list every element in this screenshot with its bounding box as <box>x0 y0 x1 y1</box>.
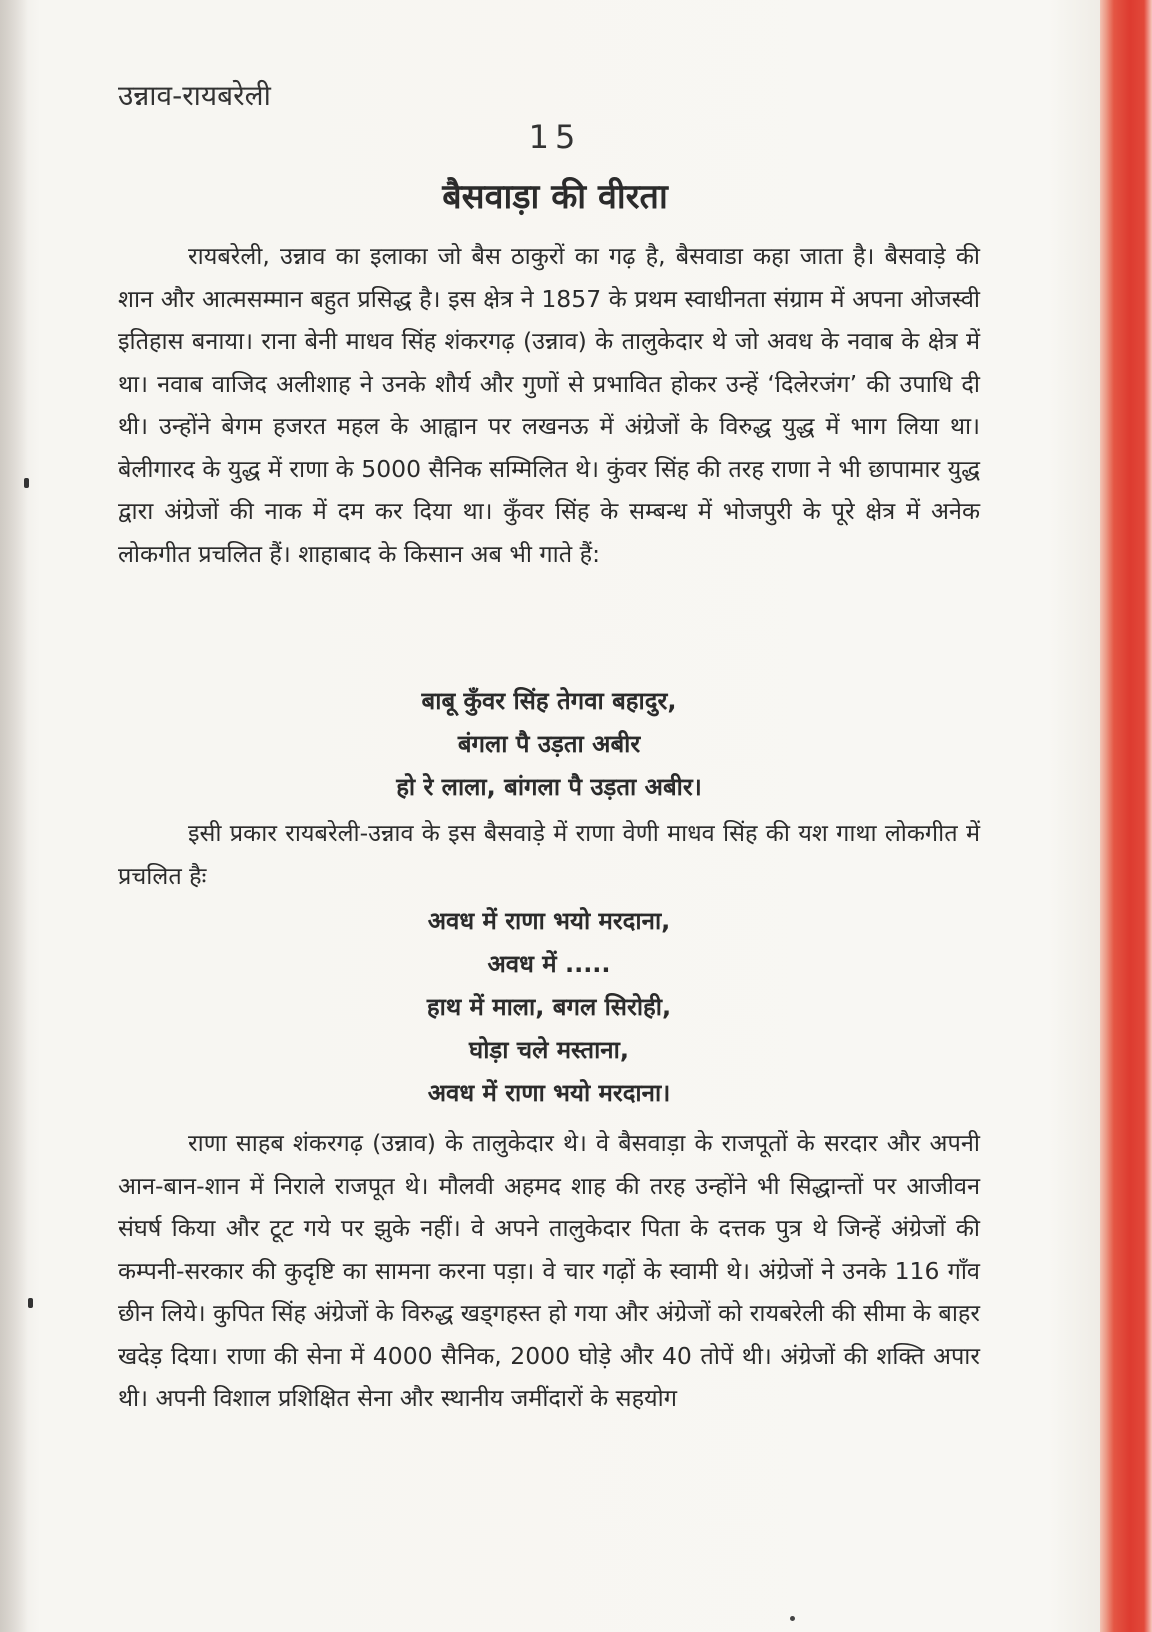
page-mark <box>24 478 29 488</box>
page-mark <box>28 1298 33 1308</box>
verse-1 <box>118 680 980 809</box>
paragraph-2: इसी प्रकार रायबरेली-उन्नाव के इस बैसवाड़े में राणा वेणी माधव सिंह की यश गाथा लोकगीत में प्रचलित हैः <box>118 819 980 890</box>
verse-line: हाथ में माला, बगल सिरोही, <box>426 993 672 1021</box>
paragraph-3: राणा साहब शंकरगढ़ (उन्नाव) के तालुकेदार थे। वे बैसवाड़ा के राजपूतों के सरदार और अपनी आन-बान-शान में निराले राजपूत थे। मौलवी अहमद शाह की तरह उन्होंने भी सिद्धान्तों पर आजीवन संघर्ष किया और टूट गये पर झुके नहीं। वे अपने तालुकेदार पिता के दत्तक पुत्र थे जिन्हें अंग्रेजों की कम्पनी-सरकार की कुदृष्टि का सामना करना पड़ा। वे चार गढ़ों के स्वामी थे। अंग्रेजों ने उनके 116 गाँव छीन लिये। कुपित सिंह अंग्रेजों के विरुद्ध खड्गहस्त हो गया और अंग्रेजों को रायबरेली की सीमा के बाहर खदेड़ दिया। राणा की सेना में 4000 सैनिक, 2000 घोड़े और 40 तोपें थी। अंग्रेजों की शक्ति अपार थी। अपनी विशाल प्रशिक्षित सेना और स्थानीय जमींदारों के सहयोग <box>118 1129 980 1412</box>
verse-line: बाबू कुँवर सिंह तेगवा बहादुर, <box>421 687 677 715</box>
running-head: उन्नाव-रायबरेली <box>118 79 271 112</box>
verse-2 <box>118 900 980 1115</box>
book-edge <box>1100 0 1152 1632</box>
verse-line: अवध में राणा भयो मरदाना, <box>427 907 671 935</box>
verse-line: अवध में राणा भयो मरदाना। <box>427 1079 671 1107</box>
paragraph-1: रायबरेली, उन्नाव का इलाका जो बैस ठाकुरों का गढ़ है, बैसवाडा कहा जाता है। बैसवाड़े की शान और आत्मसम्मान बहुत प्रसिद्ध है। इस क्षेत्र ने 1857 के प्रथम स्वाधीनता संग्राम में अपना ओजस्वी इतिहास बनाया। राना बेनी माधव सिंह शंकरगढ़ (उन्नाव) के तालुकेदार थे जो अवध के नवाब के क्षेत्र में था। नवाब वाजिद अलीशाह ने उनके शौर्य और गुणों से प्रभावित होकर उन्हें ‘दिलेरजंग’ की उपाधि दी थी। उन्होंने बेगम हजरत महल के आह्वान पर लखनऊ में अंग्रेजों के विरुद्ध युद्ध में भाग लिया था। बेलीगारद के युद्ध में राणा के 5000 सैनिक सम्मिलित थे। कुंवर सिंह की तरह राणा ने भी छापामार युद्ध द्वारा अंग्रेजों की नाक में दम कर दिया था। कुँवर सिंह के सम्बन्ध में भोजपुरी के पूरे क्षेत्र में अनेक लोकगीत प्रचलित हैं। शाहाबाद के किसान अब भी गाते हैं: <box>118 242 980 568</box>
binding-shadow <box>0 0 28 1632</box>
verse-line: बंगला पै उड़ता अबीर <box>457 730 641 758</box>
chapter-title: बैसवाड़ा की वीरता <box>442 177 668 217</box>
page-speck <box>790 1616 795 1621</box>
verse-line: अवध में ..... <box>487 950 611 978</box>
verse-line: घोड़ा चले मस्ताना, <box>469 1036 629 1064</box>
verse-line: हो रे लाला, बांगला पै उड़ता अबीर। <box>396 773 702 801</box>
chapter-number: 15 <box>528 118 582 156</box>
